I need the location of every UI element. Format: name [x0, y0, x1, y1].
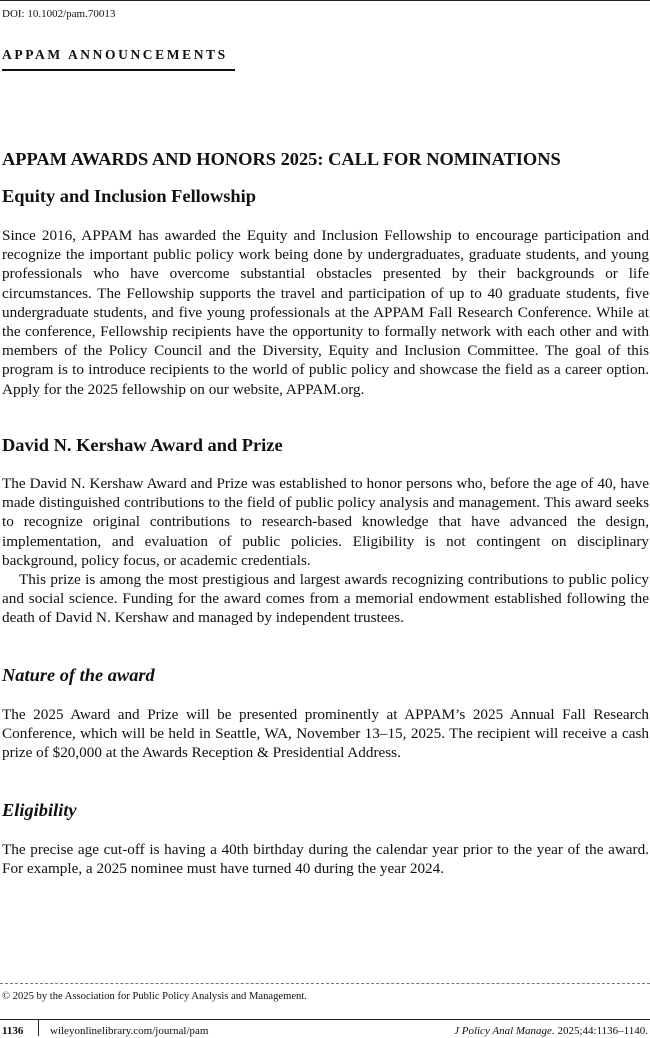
heading-eligibility: Eligibility — [2, 800, 77, 820]
section-label: APPAM ANNOUNCEMENTS — [2, 47, 228, 62]
paragraph-kershaw-prize: This prize is among the most prestigious and largest awards recognizing contributions to public policy and social science. Funding for the award comes from a memorial endowment established following the death of David N. Kershaw and managed by independent trustees. — [2, 571, 649, 627]
top-rule — [0, 0, 650, 1]
paragraph-eligibility: The precise age cut-off is having a 40th birthday during the calendar year prior to the year of the award. For example, a 2025 nominee must have turned 40 during the year 2024. — [2, 841, 649, 878]
page-number: 1136 — [2, 1025, 24, 1037]
paragraph-equity-fellowship: Since 2016, APPAM has awarded the Equity and Inclusion Fellowship to encourage participation and recognize the important public policy work being done by undergraduates, graduate students, and young professionals who have overcome substantial obstacles presented by their backgrounds or life circumstances. The Fellowship supports the travel and participation of up to 40 graduate students, five undergraduate students, and five young professionals at the APPAM Fall Research Conference. While at the conference, Fellowship recipients have the opportunity to formally network with each other and with members of the Policy Council and the Diversity, Equity and Inclusion Committee. The goal of this program is to introduce recipients to the world of public policy and showcase the field as a career option. Apply for the 2025 fellowship on our website, APPAM.org. — [2, 227, 649, 398]
footnote-divider — [0, 983, 650, 984]
paragraph-nature-of-award: The 2025 Award and Prize will be presented prominently at APPAM’s 2025 Annual Fall Research Conference, which will be held in Seattle, WA, November 13–15, 2025. The recipient will receive a cash prize of $20,000 at the Awards Reception & Presidential Address. — [2, 706, 649, 762]
article-title: APPAM AWARDS AND HONORS 2025: CALL FOR NOMINATIONS — [2, 149, 561, 169]
journal-name: J Policy Anal Manage. — [454, 1025, 555, 1037]
footer-separator — [38, 1020, 39, 1036]
journal-website: wileyonlinelibrary.com/journal/pam — [50, 1025, 209, 1037]
section-rule — [2, 69, 235, 71]
copyright: © 2025 by the Association for Public Policy Analysis and Management. — [2, 991, 307, 1002]
heading-nature-of-award: Nature of the award — [2, 665, 155, 685]
journal-citation — [454, 1025, 648, 1038]
heading-equity-fellowship: Equity and Inclusion Fellowship — [2, 186, 256, 206]
heading-kershaw-award: David N. Kershaw Award and Prize — [2, 435, 283, 455]
footer-rule — [0, 1019, 650, 1020]
citation-details: 2025;44:1136–1140. — [557, 1025, 648, 1037]
paragraph-kershaw-award: The David N. Kershaw Award and Prize was established to honor persons who, before the age of 40, have made distinguished contributions to the field of public policy analysis and management. This award seeks to recognize original contributions to research-based knowledge that have advanced the design, implementation, and evaluation of public policies. Eligibility is not contingent on disciplinary background, policy focus, or academic credentials. — [2, 475, 649, 569]
doi: DOI: 10.1002/pam.70013 — [2, 8, 116, 20]
